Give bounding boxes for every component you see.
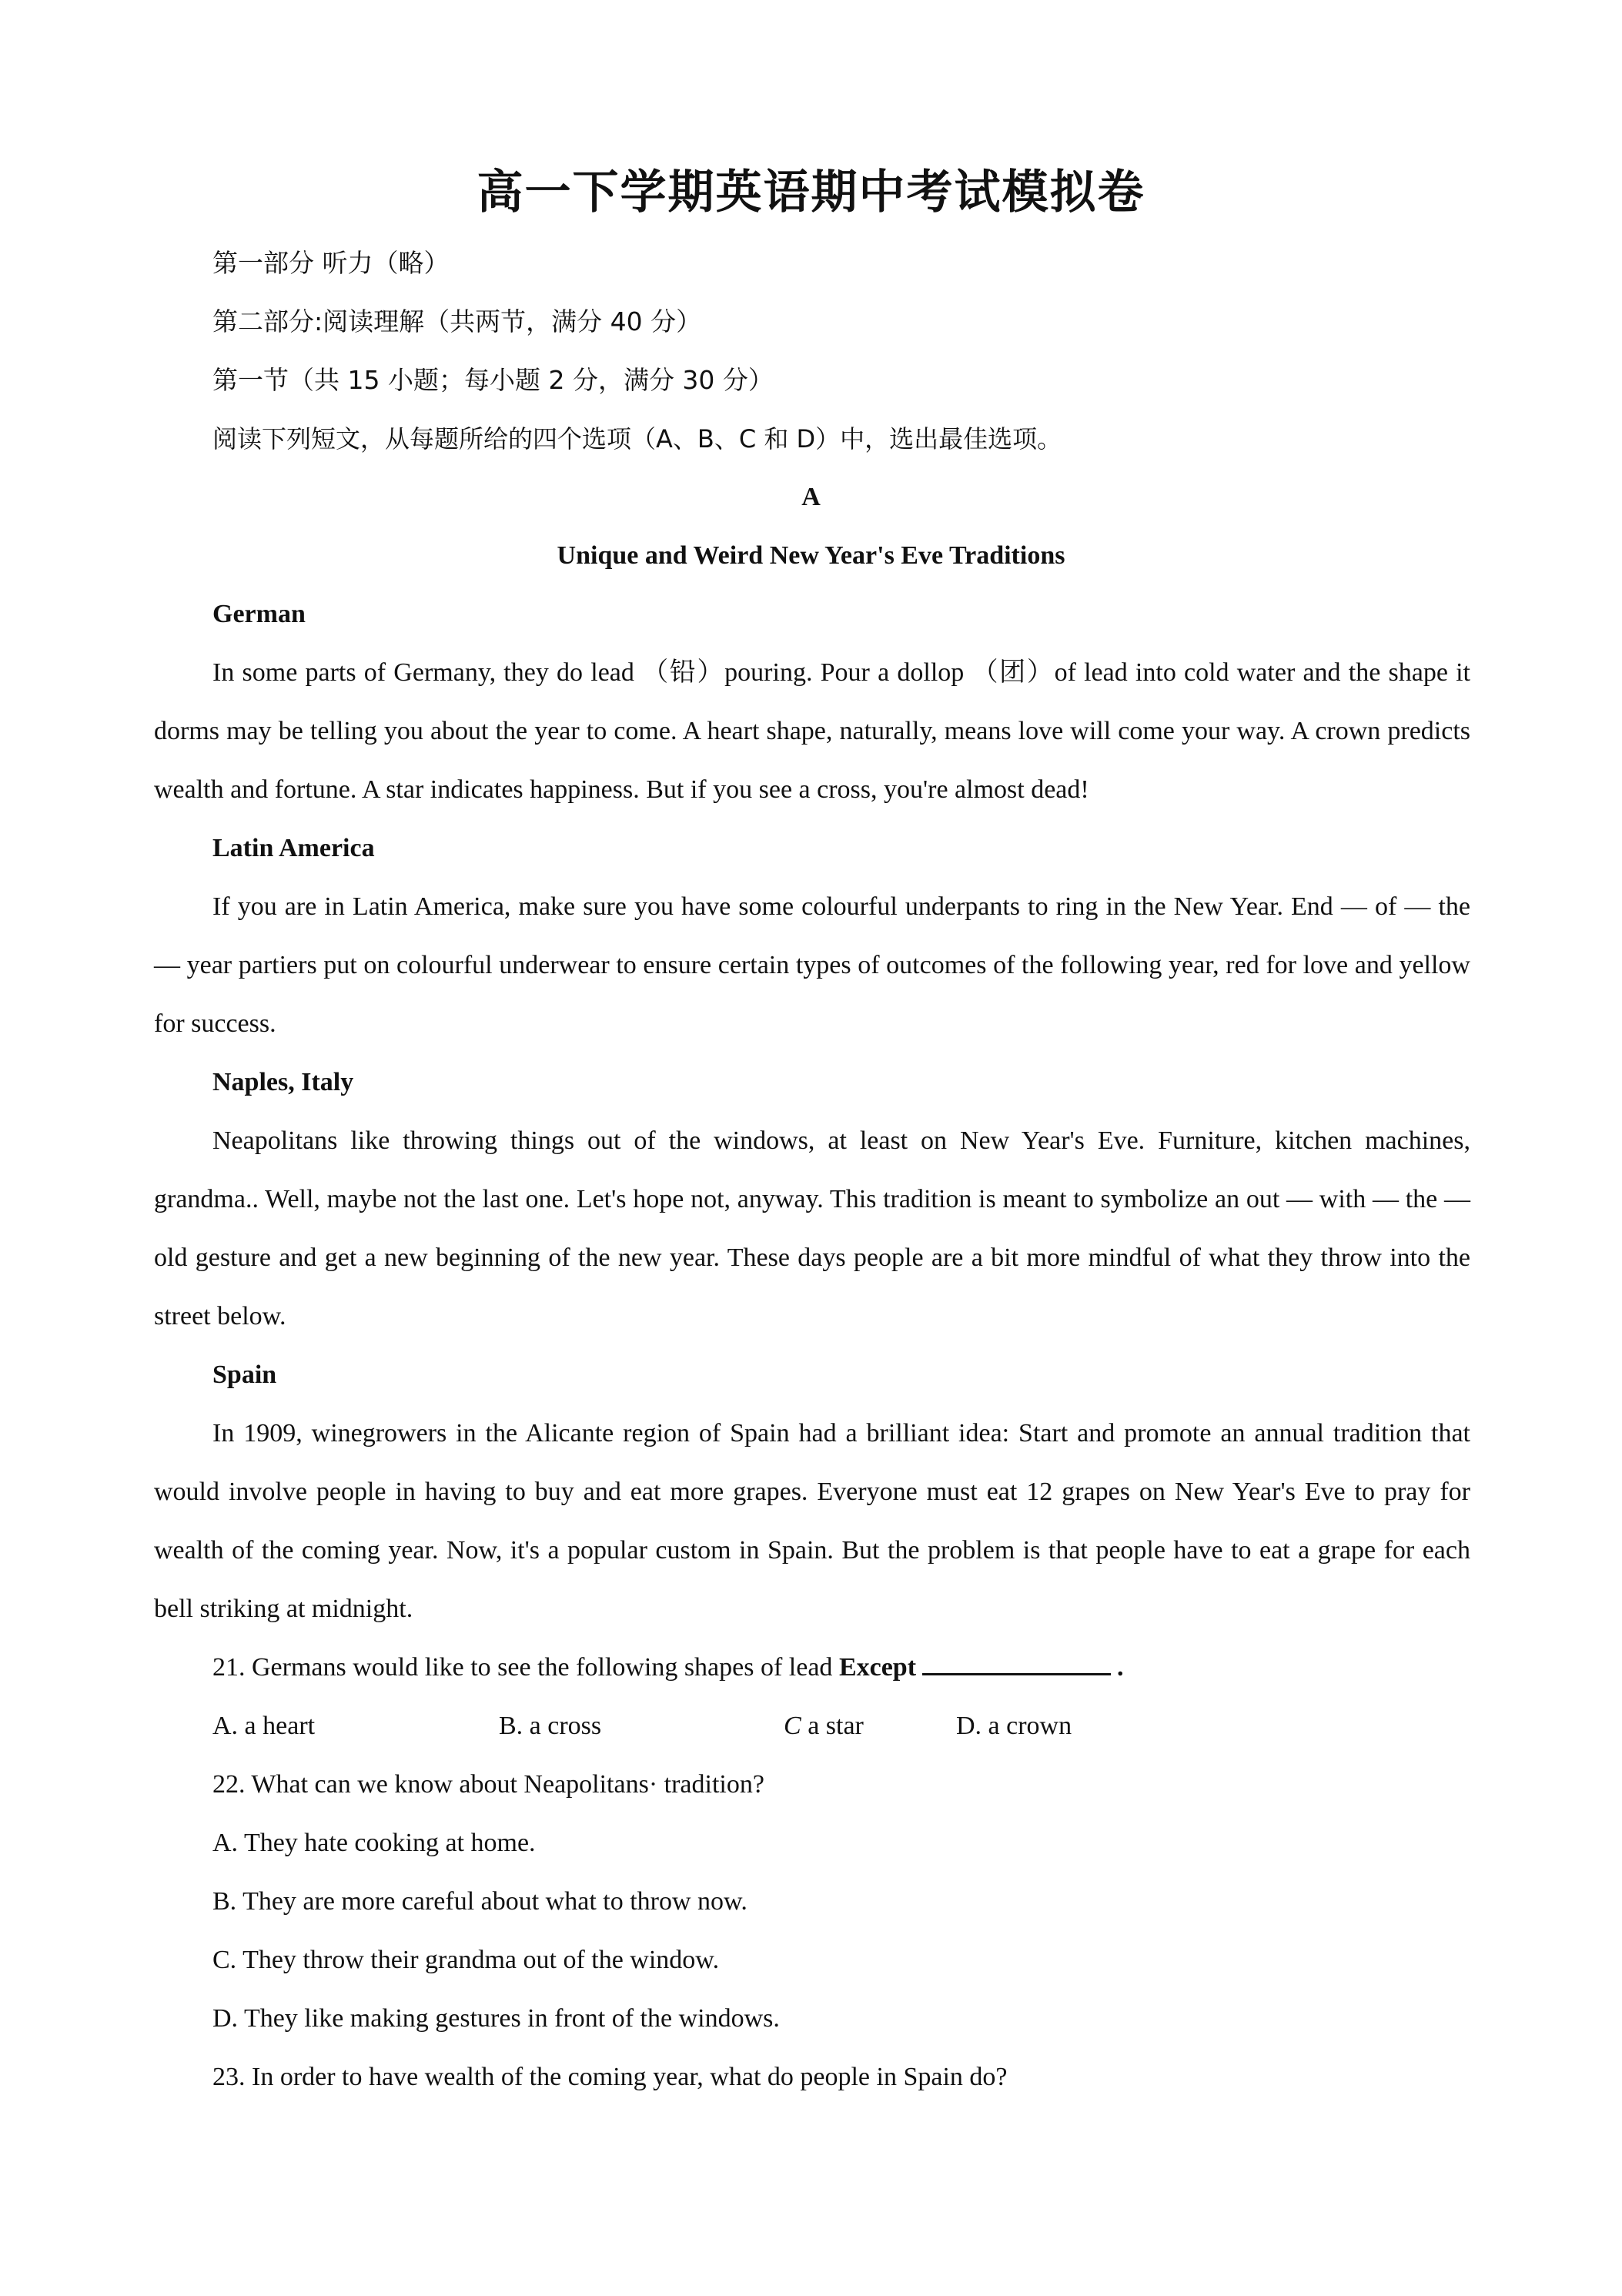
- page-title: 高一下学期英语期中考试模拟卷: [477, 166, 1145, 219]
- q21-option-c: [784, 1707, 864, 1745]
- part-1-heading: 第一部分 听力（略）: [212, 248, 450, 278]
- reading-instruction: 阅读下列短文，从每题所给的四个选项（A、B、C 和 D）中，选出最佳选项。: [212, 424, 1062, 454]
- question-21-stem: 21. Germans would like to see the following shapes of lead: [212, 1653, 833, 1682]
- q21-option-b: B. a cross: [499, 1712, 602, 1740]
- question-21: [212, 1648, 1124, 1687]
- section-heading-latin-america: Latin America: [212, 834, 375, 862]
- q21-option-d: D. a crown: [956, 1712, 1072, 1740]
- paragraph-latin-america: If you are in Latin America, make sure you have some colourful underpants to ring in the New Year. End — of — the — year partiers put on colourful underwear to ensure certain types of outcomes of the following year, red for love and yellow for success.: [154, 892, 1470, 1038]
- question-23-stem: 23. In order to have wealth of the coming year, what do people in Spain do?: [212, 2063, 1008, 2091]
- section-heading-naples: Naples, Italy: [212, 1068, 354, 1096]
- question-21-end: .: [1117, 1653, 1124, 1682]
- question-21-emphasis: Except: [838, 1653, 917, 1682]
- answer-blank: [922, 1650, 1111, 1675]
- q22-option-c: C. They throw their grandma out of the window.: [212, 1946, 720, 1974]
- paragraph-naples: Neapolitans like throwing things out of the windows, at least on New Year's Eve. Furniture, kitchen machines, grandma.. Well, maybe not the last one. Let's hope not, anyway. This tradition is meant to symbolize an out — with — the — old gesture and get a new beginning of the new year. These days people are a bit more mindful of what they throw into the street below.: [154, 1126, 1470, 1330]
- section-heading-german: German: [212, 600, 306, 628]
- question-22-stem: 22. What can we know about Neapolitans· tradition?: [212, 1770, 764, 1799]
- q22-option-b: B. They are more careful about what to throw now.: [212, 1887, 747, 1916]
- q21-option-a: A. a heart: [212, 1712, 316, 1740]
- part-2-heading: 第二部分:阅读理解（共两节，满分 40 分）: [212, 306, 702, 336]
- paragraph-german: In some parts of Germany, they do lead （铅）pouring. Pour a dollop （团）of lead into cold water and the shape it dorms may be telling you about the year to come. A heart shape, naturally, means love will come your way. A crown predicts wealth and fortune. A star indicates happiness. But if you see a cross, you're almost dead!: [154, 658, 1470, 804]
- q22-option-d: D. They like making gestures in front of the windows.: [212, 2004, 780, 2033]
- section-1-heading: 第一节（共 15 小题；每小题 2 分，满分 30 分）: [212, 365, 774, 395]
- q22-option-a: A. They hate cooking at home.: [212, 1829, 536, 1857]
- q21-option-c-letter: C: [784, 1712, 801, 1740]
- passage-letter: A: [801, 483, 821, 511]
- section-heading-spain: Spain: [212, 1361, 277, 1389]
- paragraph-spain: In 1909, winegrowers in the Alicante region of Spain had a brilliant idea: Start and promote an annual tradition that would involve people in having to buy and eat more grapes. Everyone must eat 12 grapes on New Year's Eve to pray for wealth of the coming year. Now, it's a popular custom in Spain. But the problem is that people have to eat a grape for each bell striking at midnight.: [154, 1419, 1470, 1623]
- q21-option-c-text: a star: [801, 1712, 864, 1740]
- passage-title: Unique and Weird New Year's Eve Traditions: [557, 541, 1065, 570]
